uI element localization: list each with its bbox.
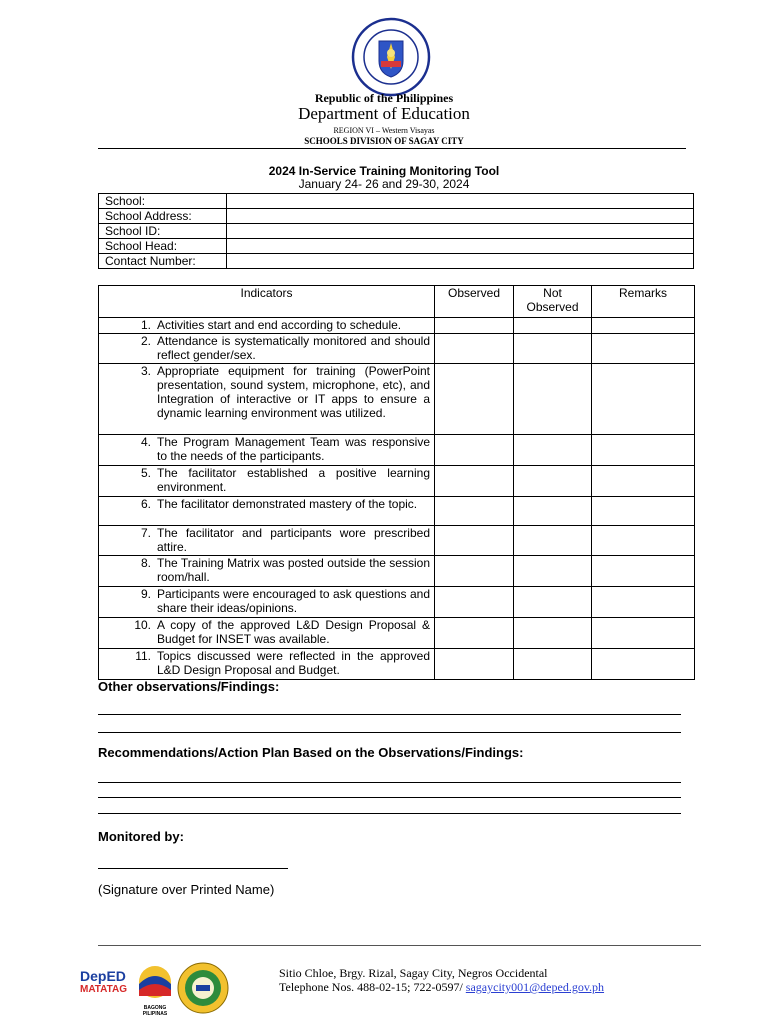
document-dates: January 24- 26 and 29-30, 2024 (298, 177, 470, 191)
indicator-number: 8. (140, 556, 151, 570)
republic-heading: Republic of the Philippines (314, 91, 454, 105)
bagong-pilipinas-text: BAGONG PILIPINAS (142, 1005, 168, 1017)
remarks-header: Remarks (592, 286, 695, 318)
footer-contact (279, 980, 604, 995)
header-divider (98, 148, 686, 149)
not-observed-cell[interactable] (514, 466, 592, 497)
table-row (99, 435, 695, 466)
school-head-label: School Head: (99, 239, 227, 254)
indicator-text: Appropriate equipment for training (PowerPoint presentation, sound system, microphone, etc), and Integration of interactive or IT apps to ensure a dynamic learning environment was utilized. (157, 364, 430, 420)
observed-cell[interactable] (435, 466, 514, 497)
recommendations-line-2[interactable] (98, 797, 681, 798)
table-row (99, 334, 695, 364)
not-observed-cell[interactable] (514, 334, 592, 364)
observed-cell[interactable] (435, 649, 514, 680)
indicator-text: Participants were encouraged to ask questions and share their ideas/opinions. (157, 587, 430, 615)
division-heading: SCHOOLS DIVISION OF SAGAY CITY (304, 136, 464, 146)
not-observed-cell[interactable] (514, 556, 592, 587)
school-address-field[interactable] (227, 209, 694, 224)
monitored-by-label: Monitored by: (98, 829, 184, 844)
not-observed-cell[interactable] (514, 618, 592, 649)
indicator-number: 5. (140, 466, 151, 480)
remarks-cell[interactable] (592, 526, 695, 556)
observed-cell[interactable] (435, 435, 514, 466)
indicator-number: 10. (134, 618, 151, 632)
not-observed-cell[interactable] (514, 435, 592, 466)
indicator-number: 1. (140, 318, 151, 332)
not-observed-cell[interactable] (514, 649, 592, 680)
indicator-text: Attendance is systematically monitored and should reflect gender/sex. (157, 334, 430, 362)
school-address-label: School Address: (99, 209, 227, 224)
indicator-text: Topics discussed were reflected in the approved L&D Design Proposal and Budget. (157, 649, 430, 677)
indicator-cell (99, 318, 435, 334)
not-observed-cell[interactable] (514, 364, 592, 435)
indicator-number: 11. (135, 649, 151, 663)
document-title: 2024 In-Service Training Monitoring Tool (268, 164, 500, 178)
indicator-number: 6. (140, 497, 151, 511)
observed-cell[interactable] (435, 556, 514, 587)
not-observed-cell[interactable] (514, 318, 592, 334)
indicators-table (98, 285, 695, 680)
remarks-cell[interactable] (592, 497, 695, 526)
division-seal-logo (177, 962, 229, 1014)
indicator-cell (99, 364, 435, 435)
department-heading: Department of Education (298, 104, 470, 123)
observed-cell[interactable] (435, 497, 514, 526)
indicator-text: The Training Matrix was posted outside the session room/hall. (157, 556, 430, 584)
table-row (99, 364, 695, 435)
footer-address: Sitio Chloe, Brgy. Rizal, Sagay City, Negros Occidental (279, 966, 548, 980)
footer-divider (98, 945, 701, 946)
indicator-number: 9. (140, 587, 151, 601)
observed-cell[interactable] (435, 364, 514, 435)
indicator-number: 3. (140, 364, 151, 378)
remarks-cell[interactable] (592, 466, 695, 497)
recommendations-label: Recommendations/Action Plan Based on the Observations/Findings: (98, 745, 524, 760)
table-row (99, 239, 694, 254)
recommendations-line-1[interactable] (98, 782, 681, 783)
footer-email-link[interactable]: sagaycity001@deped.gov.ph (465, 980, 605, 994)
indicator-cell (99, 466, 435, 497)
remarks-cell[interactable] (592, 649, 695, 680)
observed-cell[interactable] (435, 334, 514, 364)
table-row (99, 209, 694, 224)
remarks-cell[interactable] (592, 435, 695, 466)
indicator-cell (99, 526, 435, 556)
school-field[interactable] (227, 194, 694, 209)
table-row (99, 618, 695, 649)
indicator-number: 2. (140, 334, 151, 348)
other-observations-label: Other observations/Findings: (98, 679, 280, 694)
table-row (99, 254, 694, 269)
table-row (99, 194, 694, 209)
indicator-cell (99, 334, 435, 364)
indicator-text: The facilitator and participants wore prescribed attire. (157, 526, 430, 554)
remarks-cell[interactable] (592, 318, 695, 334)
deped-logo-text: DepED (80, 968, 126, 984)
table-row (99, 649, 695, 680)
observed-cell[interactable] (435, 618, 514, 649)
contact-number-field[interactable] (227, 254, 694, 269)
table-row (99, 587, 695, 618)
indicators-header: Indicators (99, 286, 435, 318)
footer-telephone: Telephone Nos. 488-02-15; 722-0597/ (279, 980, 466, 994)
observed-cell[interactable] (435, 318, 514, 334)
not-observed-header: Not Observed (514, 286, 592, 318)
indicator-cell (99, 435, 435, 466)
observed-cell[interactable] (435, 526, 514, 556)
deped-matatag-logo (80, 968, 134, 1004)
school-id-field[interactable] (227, 224, 694, 239)
school-id-label: School ID: (99, 224, 227, 239)
remarks-cell[interactable] (592, 364, 695, 435)
contact-number-label: Contact Number: (99, 254, 227, 269)
not-observed-cell[interactable] (514, 497, 592, 526)
bagong-pilipinas-icon (134, 964, 176, 1000)
indicator-text: The facilitator demonstrated mastery of the topic. (157, 497, 418, 511)
indicator-cell (99, 587, 435, 618)
not-observed-cell[interactable] (514, 587, 592, 618)
table-row (99, 556, 695, 587)
table-row (99, 224, 694, 239)
region-heading: REGION VI – Western Visayas (333, 126, 435, 135)
indicator-cell (99, 649, 435, 680)
indicator-cell (99, 497, 435, 526)
deped-seal-logo (351, 17, 431, 97)
school-info-table (98, 193, 694, 269)
indicator-cell (99, 556, 435, 587)
indicator-text: A copy of the approved L&D Design Proposal & Budget for INSET was available. (157, 618, 430, 646)
table-row (99, 466, 695, 497)
indicator-text: The Program Management Team was responsive to the needs of the participants. (157, 435, 430, 463)
bagong-pilipinas-logo (134, 964, 176, 1017)
indicator-text: The facilitator established a positive learning environment. (157, 466, 430, 494)
school-label: School: (99, 194, 227, 209)
observed-cell[interactable] (435, 587, 514, 618)
school-head-field[interactable] (227, 239, 694, 254)
indicator-number: 4. (140, 435, 151, 449)
indicator-text: Activities start and end according to schedule. (157, 318, 402, 332)
indicator-number: 7. (140, 526, 151, 540)
recommendations-line-3[interactable] (98, 813, 681, 814)
remarks-cell[interactable] (592, 556, 695, 587)
table-row (99, 497, 695, 526)
indicator-cell (99, 618, 435, 649)
observations-line-2[interactable] (98, 732, 681, 733)
remarks-cell[interactable] (592, 334, 695, 364)
signature-caption: (Signature over Printed Name) (98, 882, 275, 897)
observed-header: Observed (435, 286, 514, 318)
not-observed-cell[interactable] (514, 526, 592, 556)
remarks-cell[interactable] (592, 587, 695, 618)
remarks-cell[interactable] (592, 618, 695, 649)
observations-line-1[interactable] (98, 714, 681, 715)
signature-line[interactable] (98, 868, 288, 869)
table-row (99, 526, 695, 556)
matatag-logo-text: MATATAG (80, 984, 128, 995)
table-header-row (99, 286, 695, 318)
table-row (99, 318, 695, 334)
